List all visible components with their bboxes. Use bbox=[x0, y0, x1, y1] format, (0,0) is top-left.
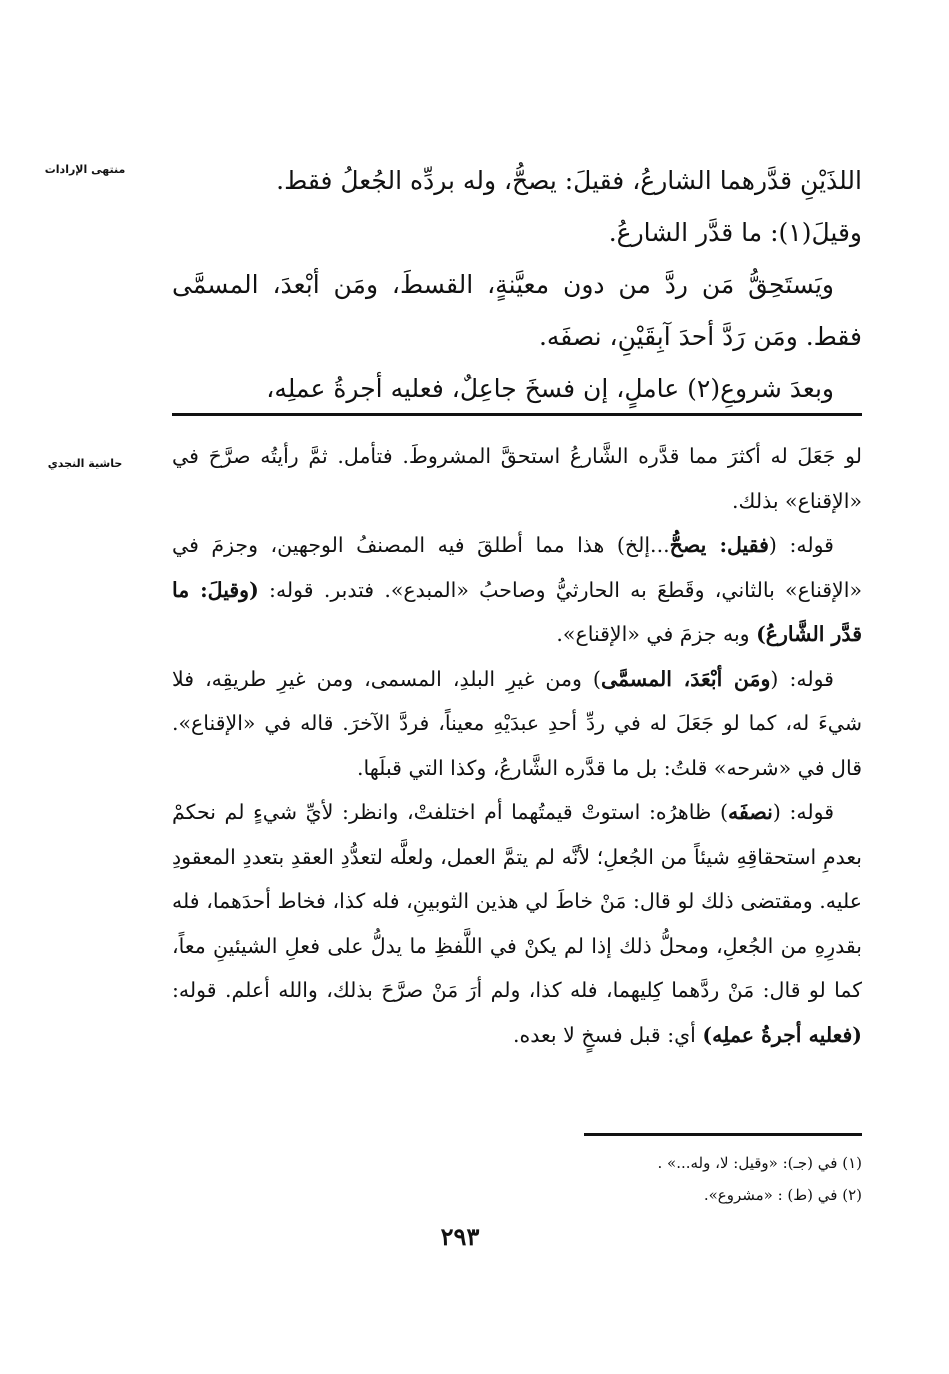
footnote-rule bbox=[584, 1133, 862, 1136]
commentary-text: قوله: ( bbox=[770, 666, 834, 691]
commentary-quote: (فعليه أجرةُ عملِه) bbox=[702, 1022, 862, 1047]
commentary-paragraph-1: لو جَعَلَ له أكثرَ مما قدَّره الشَّارعُ استحقَّ المشروطَ. فتأمل. ثمَّ رأيتُه صرَّحَ في «الإقناع» بذلك. bbox=[172, 444, 862, 513]
page-number: ٢٩٣ bbox=[440, 1222, 480, 1251]
commentary-text: قوله: ( bbox=[772, 800, 834, 824]
commentary-quote: نصفَه bbox=[727, 800, 773, 824]
commentary bbox=[172, 434, 862, 1057]
commentary-text: قوله: ( bbox=[768, 533, 834, 557]
commentary-quote: فقيل: يصحُّ bbox=[669, 533, 769, 557]
footnote-1: (١) في (جـ): «وقيل: لا، وله...» . bbox=[657, 1154, 862, 1172]
commentary-text: ) ظاهرُه: استوتْ قيمتُهما أم اختلفتْ، وانظر: لأيِّ شيءٍ لم نحكمْ بعدمِ استحقاقِهِ شيئاً من الجُعلِ؛ لأنَّه لم يتمَّ العمل، ولعلَّه لتعدُّدِ العقدِ بتعددِ المعقودِ عليه. ومقتضى ذلك لو قال: مَنْ خاطَ لي هذين الثوبينِ، فله كذا، فخاط أحدَهما، فله بقدرِهِ من الجُعلِ، ومحلُّ ذلك إذا لم يكنْ في اللَّفظِ ما يدلُّ على فعلِ الشيئينِ معاً، كما لو قال: مَنْ ردَّهما كِليهما، فله كذا، ولم أرَ مَنْ صرَّحَ بذلك، والله أعلم. قوله: bbox=[172, 800, 862, 1002]
footnote-2: (٢) في (ط) : «مشروع». bbox=[703, 1186, 862, 1204]
main-paragraph-3: وبعدَ شروعِ(٢) عاملٍ، إن فسخَ جاعِلٌ، فعليه أجرةُ عملِه، bbox=[266, 374, 834, 403]
main-line-1: اللذَيْنِ قدَّرهما الشارعُ، فقيلَ: يصحُّ، وله بردِّه الجُعلُ فقط. bbox=[276, 166, 862, 195]
commentary-text: ) ومن غيرِ البلدِ، المسمى، ومن غيرِ طريقِه، فلا شيءَ له، كما لو جَعَلَ له في ردِّ أحدِ عبدَيْهِ معيناً، فردَّ الآخرَ. قاله في «الإقناع». قال في «شرحه» قلتُ: بل ما قدَّره الشَّارعُ، وكذا التي قبلَها. bbox=[172, 666, 862, 780]
commentary-paragraph-2 bbox=[172, 523, 862, 657]
footnotes bbox=[172, 1147, 862, 1211]
commentary-text: ...إلخ) هذا مما أطلقَ فيه المصنفُ الوجهين، وجزمَ في «الإقناع» بالثاني، وقَطعَ به الحارثيُّ وصاحبُ «المبدع». فتدبر. قوله: bbox=[172, 533, 862, 602]
main-paragraph-2: ويَستَحِقُّ مَن ردَّ من دون معيَّنةٍ، القسطَ، ومَن أبْعدَ، المسمَّى فقط. ومَن رَدَّ أحدَ آبِقَيْنِ، نصفَه. bbox=[172, 270, 862, 351]
commentary-paragraph-4 bbox=[172, 790, 862, 1057]
text-divider bbox=[172, 413, 862, 416]
commentary-quote: (وقيلَ: ما قدَّر الشَّارعُ) bbox=[172, 577, 862, 646]
margin-label-main: منتهى الإرادات bbox=[44, 163, 126, 176]
commentary-quote: ومَن أبْعَدَ، المسمَّى bbox=[600, 666, 771, 691]
main-text bbox=[172, 155, 862, 415]
commentary-text: وبه جزمَ في «الإقناع». bbox=[556, 622, 757, 646]
margin-label-commentary: حاشية النجدي bbox=[47, 457, 123, 470]
commentary-text: أي: قبل فسخٍ لا بعده. bbox=[513, 1022, 703, 1047]
commentary-paragraph-3 bbox=[172, 657, 862, 791]
main-line-2: وقيلَ(١): ما قدَّر الشارعُ. bbox=[608, 218, 862, 247]
